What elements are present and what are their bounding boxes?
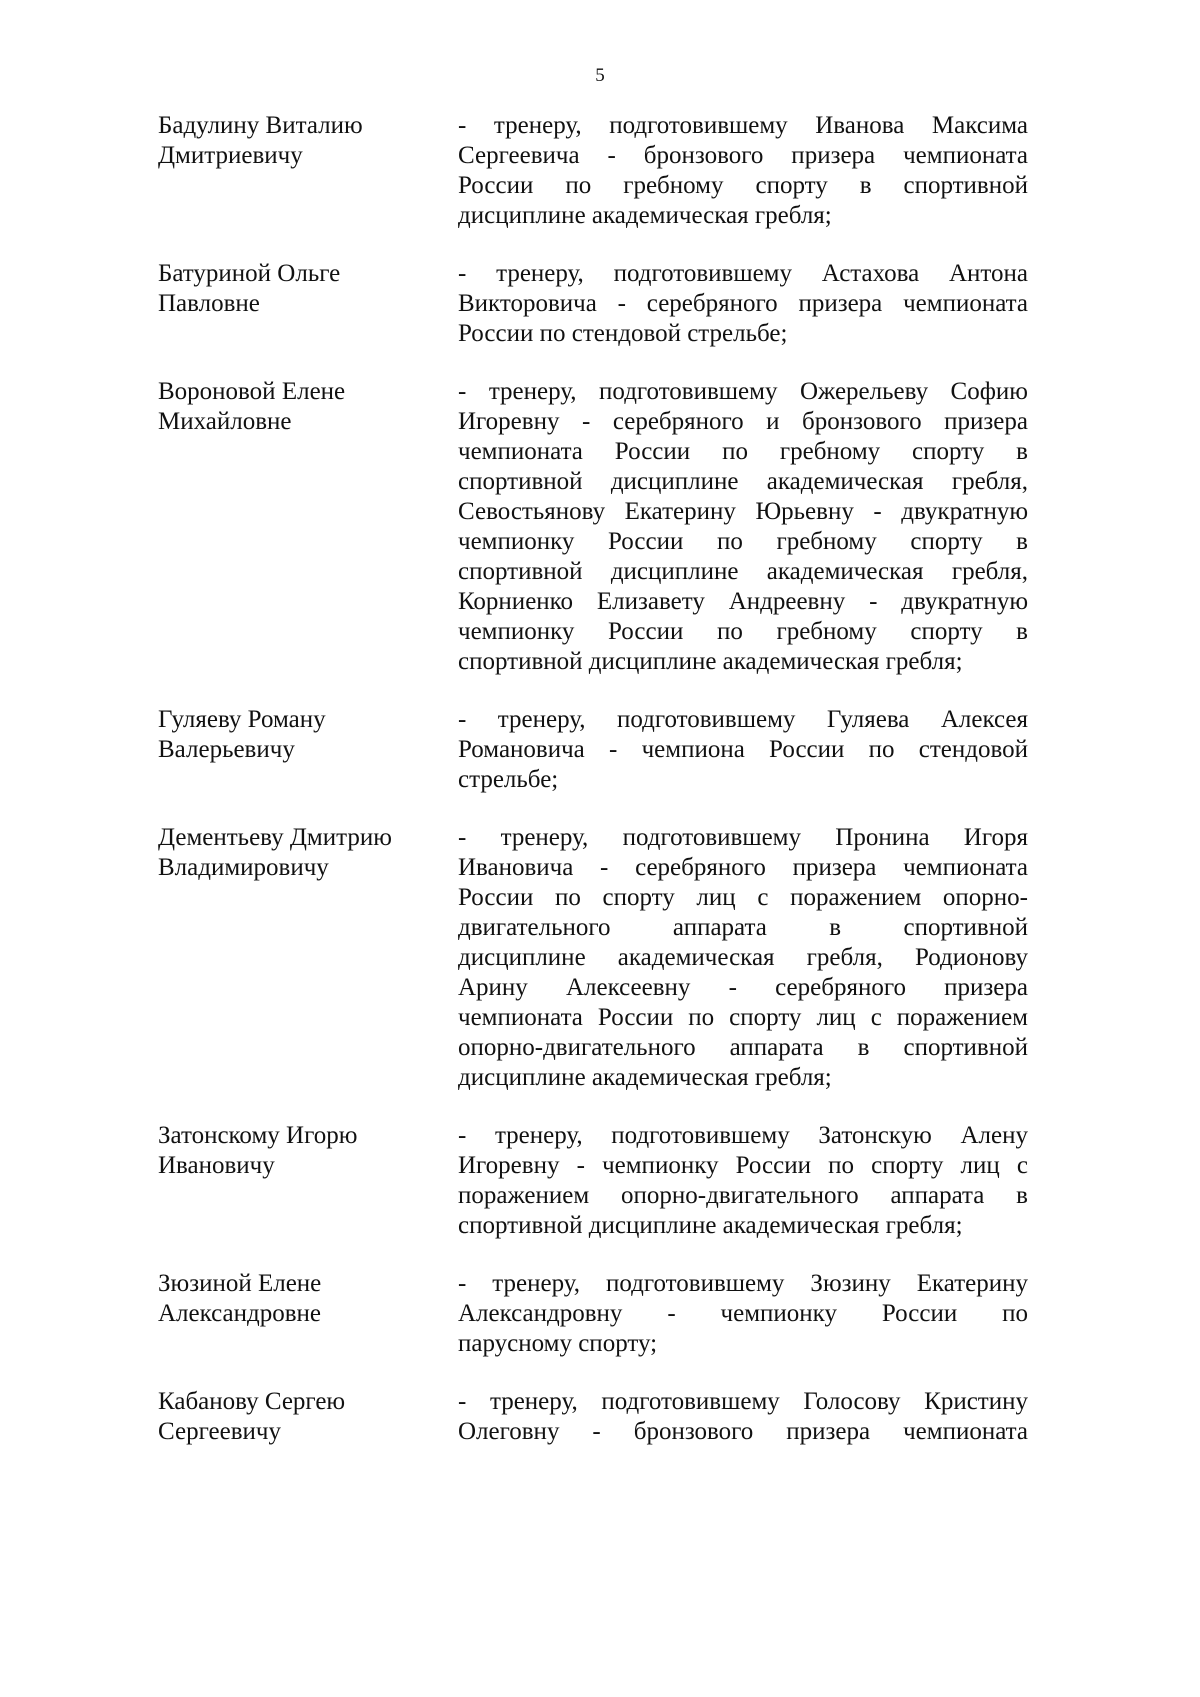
recipient-name-line: Валерьевичу: [158, 736, 295, 763]
description-line: Севостьянову Екатерину Юрьевну - двукратную: [458, 498, 1028, 525]
award-entry: [158, 259, 1028, 349]
recipient-name: [158, 377, 458, 437]
description-line: дисциплине академическая гребля;: [458, 202, 832, 229]
award-entry: [158, 705, 1028, 795]
award-entry: [158, 1269, 1028, 1359]
description-line: России по стендовой стрельбе;: [458, 320, 788, 347]
description-line: спортивной дисциплине академическая гребля;: [458, 1212, 963, 1239]
recipient-name-line: Дементьеву Дмитрию: [158, 824, 392, 851]
description-line: спортивной дисциплине академическая гребля,: [458, 558, 1028, 585]
recipient-name-line: Затонскому Игорю: [158, 1122, 358, 1149]
recipient-name-line: Ивановичу: [158, 1152, 275, 1179]
description-line: Александровну - чемпионку России по: [458, 1300, 1028, 1327]
description-line: спортивной дисциплине академическая гребля;: [458, 648, 963, 675]
recipient-name: [158, 1269, 458, 1329]
description-line: Арину Алексеевну - серебряного призера: [458, 974, 1028, 1001]
award-description: [458, 111, 1028, 231]
recipient-name-line: Михайловне: [158, 408, 292, 435]
award-list: [158, 111, 1028, 1447]
recipient-name-line: Владимировичу: [158, 854, 329, 881]
description-line: Романовича - чемпиона России по стендовой: [458, 736, 1028, 763]
award-description: [458, 377, 1028, 677]
description-line: дисциплине академическая гребля;: [458, 1064, 832, 1091]
description-line: спортивной дисциплине академическая гребля,: [458, 468, 1028, 495]
award-entry: [158, 1387, 1028, 1447]
recipient-name-line: Дмитриевичу: [158, 142, 303, 169]
award-entry: [158, 823, 1028, 1093]
recipient-name-line: Павловне: [158, 290, 260, 317]
recipient-name-line: Кабанову Сергею: [158, 1388, 346, 1415]
description-line: - тренеру, подготовившему Голосову Кристину: [458, 1388, 1028, 1415]
description-line: - тренеру, подготовившему Астахова Антона: [458, 260, 1028, 287]
description-line: - тренеру, подготовившему Ожерельеву Софию: [458, 378, 1028, 405]
description-line: чемпионку России по гребному спорту в: [458, 528, 1028, 555]
description-line: чемпионата России по гребному спорту в: [458, 438, 1028, 465]
award-entry: [158, 1121, 1028, 1241]
description-line: - тренеру, подготовившему Иванова Максима: [458, 112, 1028, 139]
award-description: [458, 1121, 1028, 1241]
recipient-name: [158, 1121, 458, 1181]
award-description: [458, 259, 1028, 349]
recipient-name: [158, 259, 458, 319]
recipient-name-line: Бадулину Виталию: [158, 112, 363, 139]
page-number: 5: [595, 65, 605, 86]
description-line: Ивановича - серебряного призера чемпионата: [458, 854, 1028, 881]
award-entry: [158, 111, 1028, 231]
recipient-name-line: Сергеевичу: [158, 1418, 281, 1445]
award-description: [458, 1269, 1028, 1359]
description-line: - тренеру, подготовившему Затонскую Алену: [458, 1122, 1028, 1149]
description-line: Олеговну - бронзового призера чемпионата: [458, 1418, 1028, 1445]
award-description: [458, 1387, 1028, 1447]
description-line: Игоревну - серебряного и бронзового призера: [458, 408, 1028, 435]
award-description: [458, 823, 1028, 1093]
description-line: Викторовича - серебряного призера чемпионата: [458, 290, 1028, 317]
description-line: - тренеру, подготовившему Гуляева Алексея: [458, 706, 1028, 733]
recipient-name: [158, 705, 458, 765]
recipient-name: [158, 823, 458, 883]
award-entry: [158, 377, 1028, 677]
description-line: России по спорту лиц с поражением опорно-: [458, 884, 1028, 911]
recipient-name-line: Батуриной Ольге: [158, 260, 341, 287]
description-line: стрельбе;: [458, 766, 559, 793]
description-line: Игоревну - чемпионку России по спорту лиц с: [458, 1152, 1028, 1179]
description-line: - тренеру, подготовившему Зюзину Екатерину: [458, 1270, 1028, 1297]
award-description: [458, 705, 1028, 795]
description-line: Сергеевича - бронзового призера чемпионата: [458, 142, 1028, 169]
description-line: опорно-двигательного аппарата в спортивной: [458, 1034, 1028, 1061]
description-line: Корниенко Елизавету Андреевну - двукратную: [458, 588, 1028, 615]
recipient-name: [158, 111, 458, 171]
recipient-name-line: Вороновой Елене: [158, 378, 346, 405]
description-line: России по гребному спорту в спортивной: [458, 172, 1028, 199]
recipient-name-line: Гуляеву Роману: [158, 706, 326, 733]
description-line: поражением опорно-двигательного аппарата в: [458, 1182, 1028, 1209]
description-line: дисциплине академическая гребля, Родионову: [458, 944, 1028, 971]
description-line: двигательного аппарата в спортивной: [458, 914, 1028, 941]
recipient-name-line: Зюзиной Елене: [158, 1270, 322, 1297]
recipient-name-line: Александровне: [158, 1300, 322, 1327]
description-line: чемпионку России по гребному спорту в: [458, 618, 1028, 645]
recipient-name: [158, 1387, 458, 1447]
description-line: - тренеру, подготовившему Пронина Игоря: [458, 824, 1028, 851]
description-line: чемпионата России по спорту лиц с поражением: [458, 1004, 1028, 1031]
description-line: парусному спорту;: [458, 1330, 658, 1357]
